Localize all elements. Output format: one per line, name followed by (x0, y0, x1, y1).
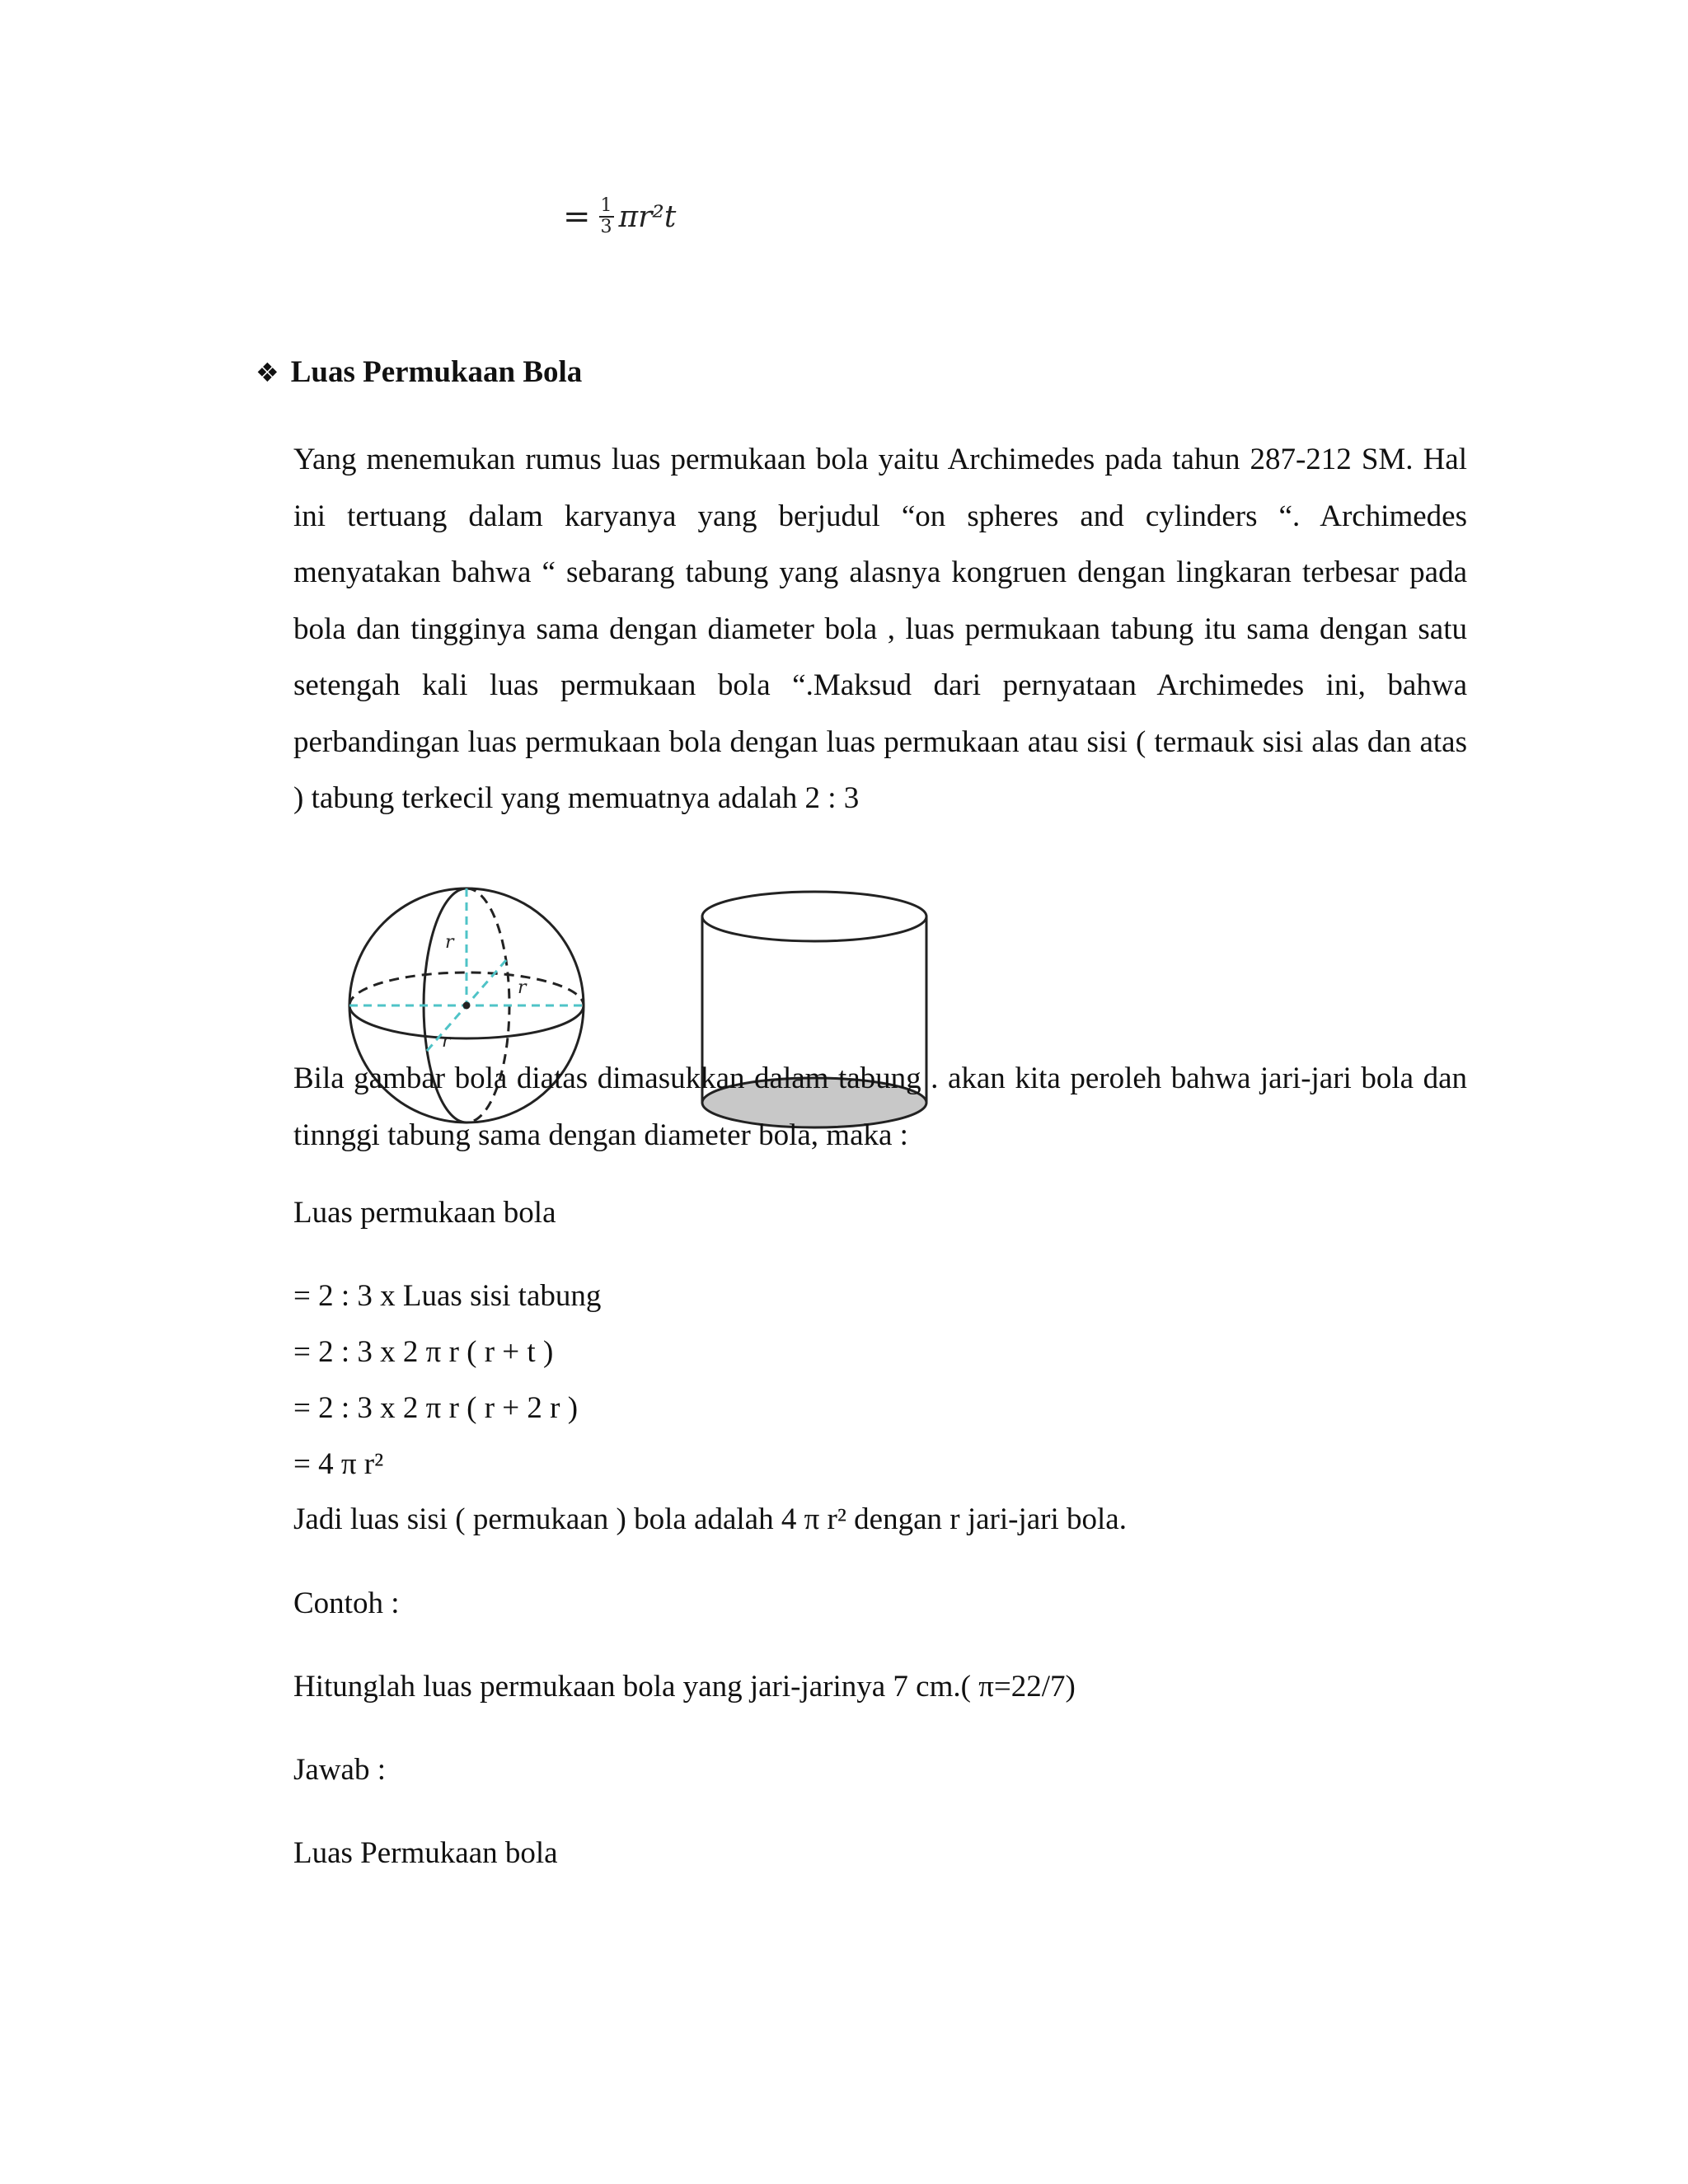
formula-step-3: = 2 : 3 x 2 π r ( r + 2 r ) (293, 1391, 579, 1425)
equator-front (349, 1005, 584, 1038)
contoh-label: Contoh : (293, 1586, 400, 1620)
formula-fraction (599, 196, 614, 237)
formula-equals: = (563, 198, 591, 236)
formula-step-1: = 2 : 3 x Luas sisi tabung (293, 1279, 602, 1313)
cylinder-top (702, 892, 926, 941)
luas-label: Luas permukaan bola (293, 1196, 556, 1230)
formula-step-2: = 2 : 3 x 2 π r ( r + t ) (293, 1335, 554, 1369)
fraction-denominator: 3 (600, 217, 612, 237)
sphere-center (464, 1003, 469, 1008)
example-question: Hitunglah luas permukaan bola yang jari-jarinya 7 cm.( π=22/7) (293, 1670, 1076, 1704)
diamond-bullet-icon: ❖ (256, 356, 279, 388)
sphere-label-r-bottom: r (442, 1031, 451, 1052)
section-heading (256, 354, 582, 390)
jawab-label: Jawab : (293, 1753, 386, 1787)
fraction-numerator: 1 (600, 195, 612, 216)
paragraph-archimedes: Yang menemukan rumus luas permukaan bola yaitu Archimedes pada tahun 287-212 SM. Hal ini tertuang dalam karyanya yang berjudul “on spheres and cylinders “. Archimedes menyatakan bahwa “ sebarang tabung yang alasnya kongruen dengan lingkaran terbesar pada bola dan tingginya sama dengan diameter bola , luas permukaan tabung itu sama dengan satu setengah kali luas permukaan bola “.Maksud dari pernyataan Archimedes ini, bahwa perbandingan luas permukaan bola dengan luas permukaan atau sisi ( termauk sisi alas dan atas ) tabung terkecil yang memuatnya adalah 2 : 3 (293, 443, 1467, 815)
section-title: Luas Permukaan Bola (290, 355, 583, 389)
sphere-label-r-right: r (518, 977, 527, 998)
formula-step-4: = 4 π r² (293, 1447, 384, 1481)
sphere-label-r-top: r (445, 932, 454, 953)
formula-rest: πr²t (618, 199, 677, 234)
conclusion-text: Jadi luas sisi ( permukaan ) bola adalah 4 π r² dengan r jari-jari bola. (293, 1502, 1127, 1536)
paragraph-conclusion-intro: Bila gambar bola diatas dimasukkan dalam tabung . akan kita peroleh bahwa jari-jari bola dan tinnggi tabung sama dengan diameter bola, maka : (293, 1062, 1467, 1152)
answer-label: Luas Permukaan bola (293, 1836, 558, 1870)
formula-cone-volume (563, 196, 676, 237)
